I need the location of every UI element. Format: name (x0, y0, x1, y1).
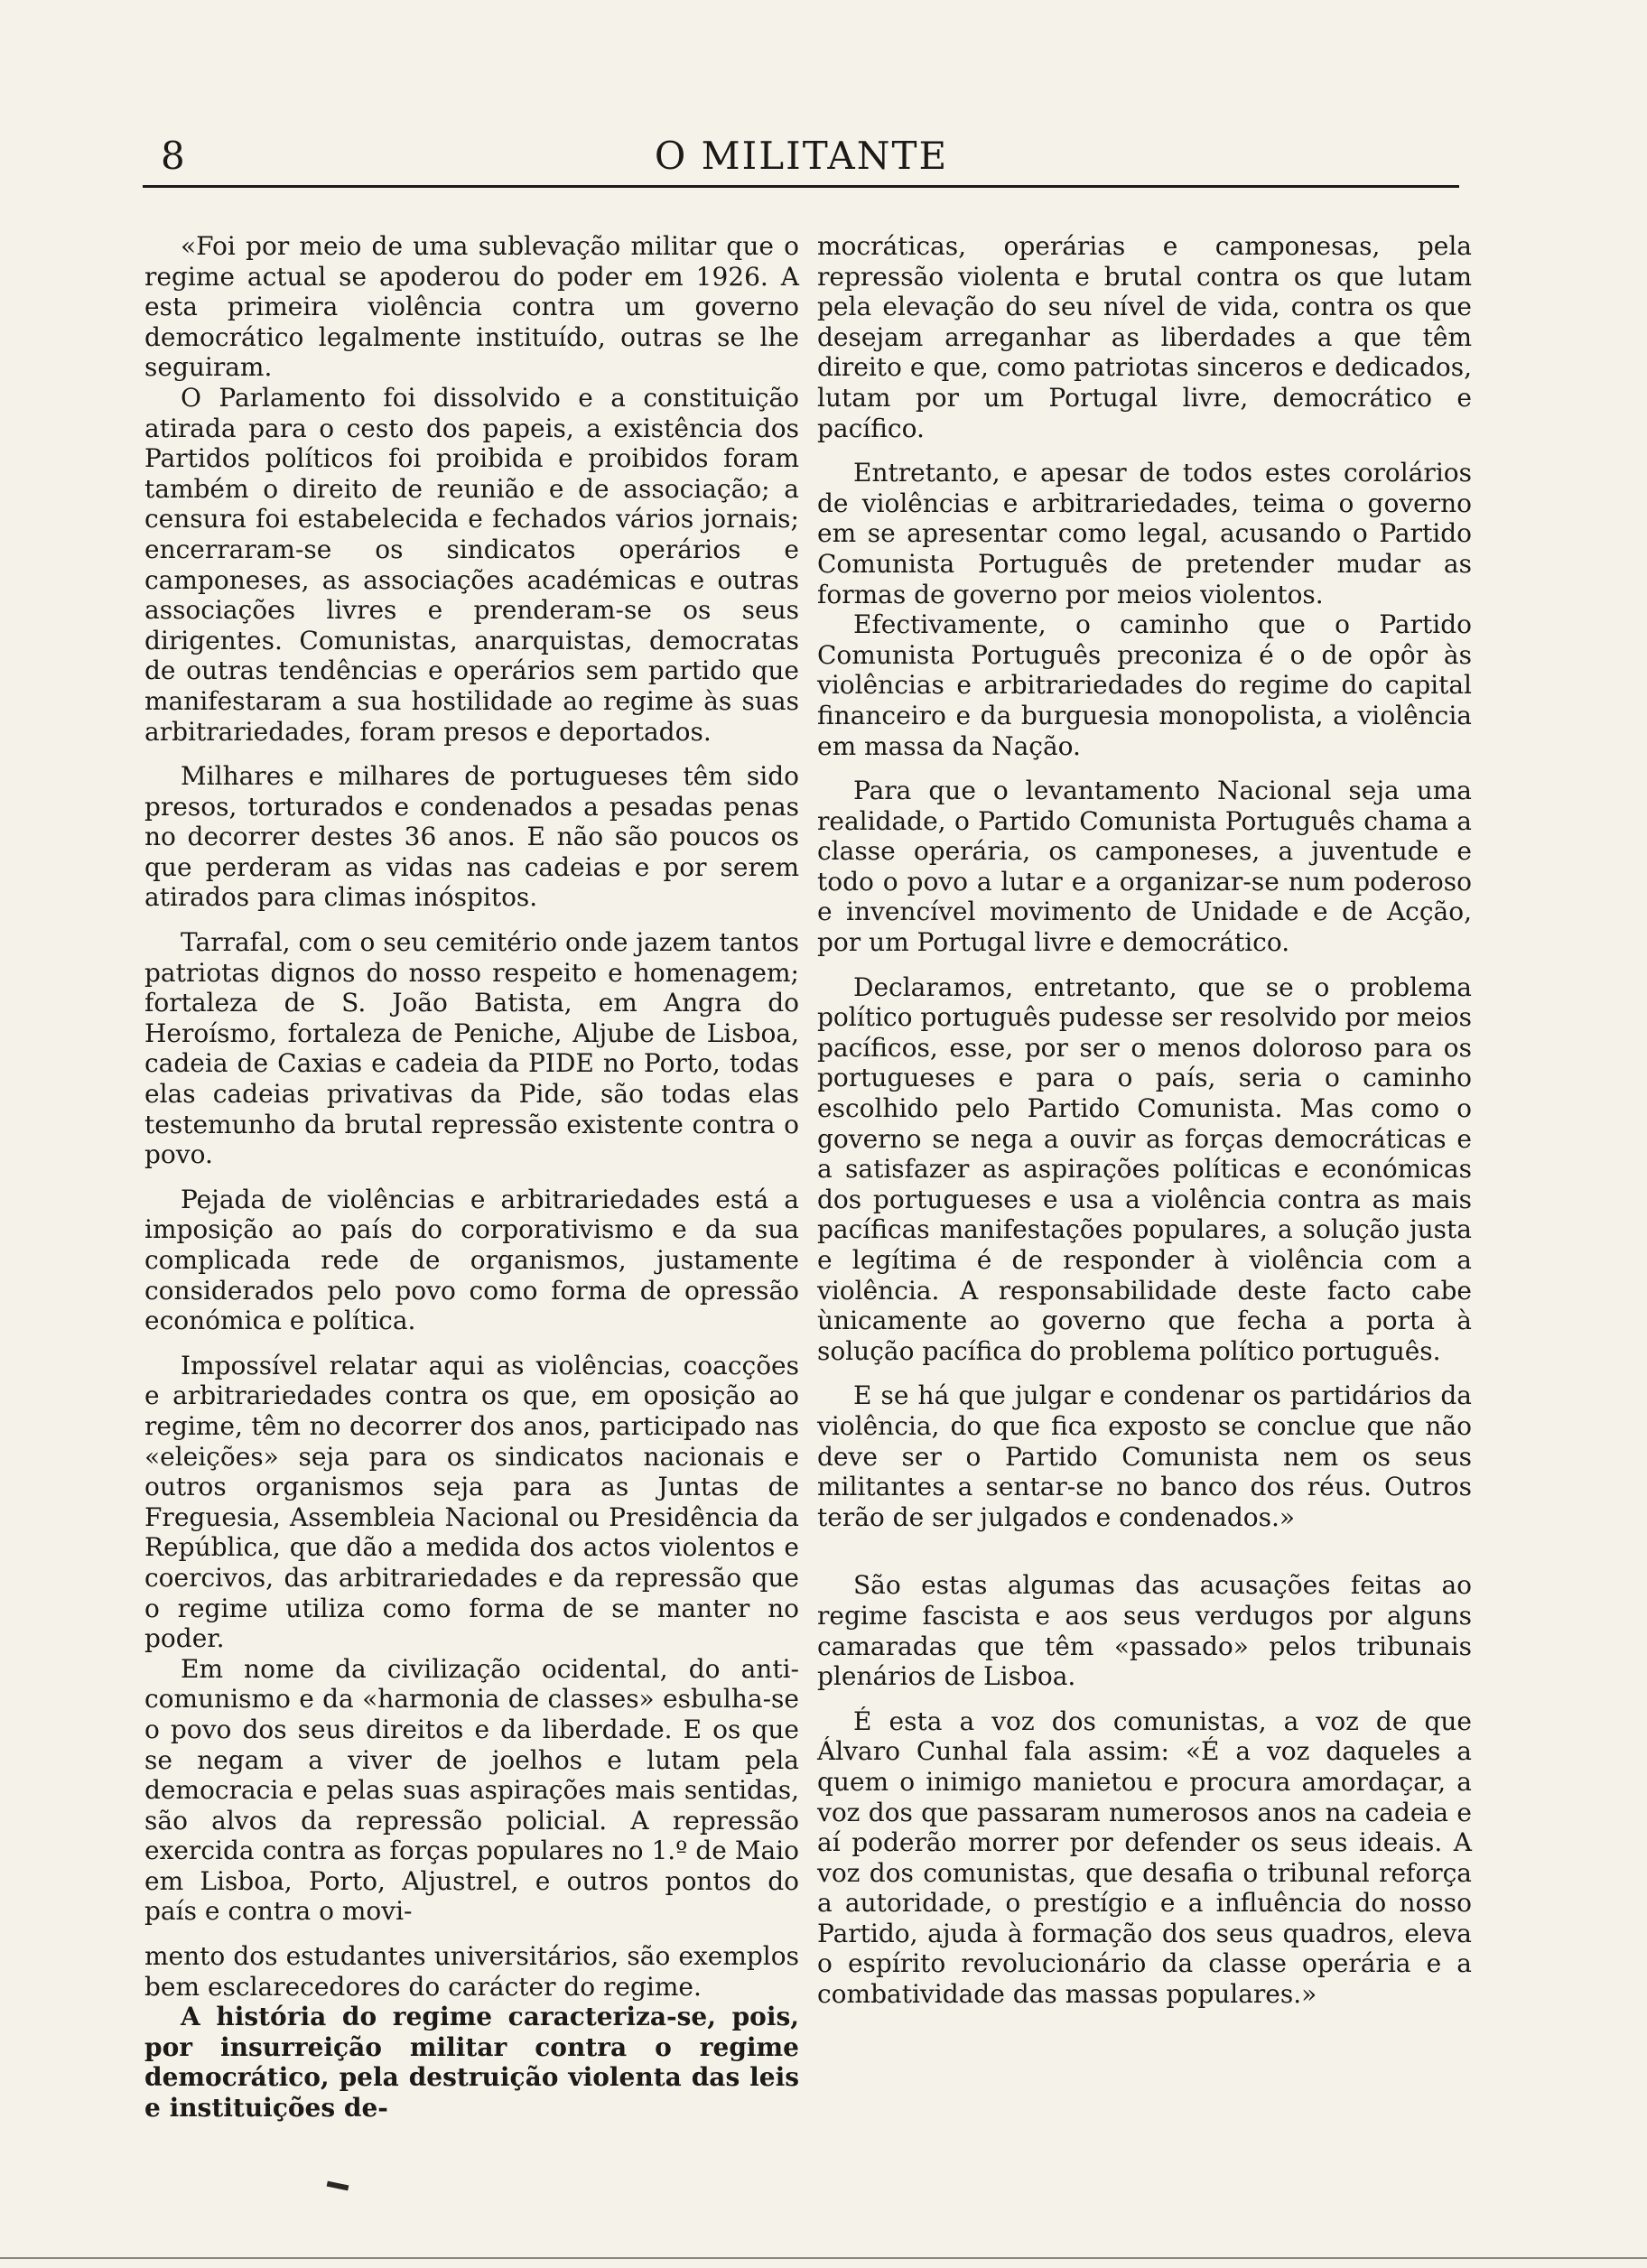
paragraph: Em nome da civilização ocidental, do anti-comunismo e da «harmonia de classes» esbulha-se o povo dos seus direitos e da liberdade. E os que se negam a viver de joelhos e lutam pela democracia e pelas suas aspirações mais sentidas, são alvos da repressão policial. A repressão exercida contra as forças populares no 1.º de Maio em Lisboa, Porto, Aljustrel, e outros pontos do país e contra o movi- (144, 1653, 799, 1927)
paragraph: Para que o levantamento Nacional seja uma realidade, o Partido Comunista Português chama a classe operária, os camponeses, a juventude e todo o povo a lutar e a organizar-se num poderoso e invencível movimento de Unidade e de Acção, por um Portugal livre e democrático. (817, 776, 1472, 958)
paragraph: mocráticas, operárias e camponesas, pela repressão violenta e brutal contra os que lutam pela elevação do seu nível de vida, contra os que desejam arreganhar as liberdades a que têm direito e que, como patriotas sinceros e dedicados, lutam por um Portugal livre, democrático e pacífico. (817, 231, 1472, 443)
page-bottom-edge (0, 2257, 1647, 2259)
paragraph: São estas algumas das acusações feitas ao regime fascista e aos seus verdugos por alguns camaradas que têm «passado» pelos tribunais plenários de Lisboa. (817, 1570, 1472, 1692)
paragraph: Declaramos, entretanto, que se o problema político português pudesse ser resolvido por meios pacíficos, esse, por ser o menos doloroso para os portugueses e para o país, seria o caminho escolhido pelo Partido Comunista. Mas como o governo se nega a ouvir as forças democráticas e a satisfazer as aspirações políticas e económicas dos portugueses e usa a violência contra as mais pacíficas manifestações populares, a solução justa e legítima é de responder à violência com a violência. A responsabilidade deste facto cabe ùnicamente ao governo que fecha a porta à solução pacífica do problema político português. (817, 971, 1472, 1366)
paragraph: O Parlamento foi dissolvido e a constituição atirada para o cesto dos papeis, a existência dos Partidos políticos foi proibida e proibidos foram também o direito de reunião e de associação; a censura foi estabelecida e fechados vários jornais; encerraram-se os sindicatos operários e camponeses, as associações académicas e outras associações livres e prenderam-se os seus dirigentes. Comunistas, anarquistas, democratas de outras tendências e operários sem partido que manifestaram a sua hostilidade ao regime às suas arbitrariedades, foram presos e deportados. (144, 382, 799, 747)
paragraph: mento dos estudantes universitários, são exemplos bem esclarecedores do carácter do regime. (144, 1941, 799, 2002)
paragraph: Milhares e milhares de portugueses têm sido presos, torturados e condenados a pesadas penas no decorrer destes 36 anos. E não são poucos os que perderam as vidas nas cadeias e por serem atirados para climas inóspitos. (144, 761, 799, 913)
page-number: 8 (161, 134, 185, 178)
left-column (144, 231, 799, 2124)
paragraph: É esta a voz dos comunistas, a voz de que Álvaro Cunhal fala assim: «É a voz daqueles a quem o inimigo manietou e procura amordaçar, a voz dos que passaram numerosos anos na cadeia e aí poderão morrer por defender os seus ideais. A voz dos comunistas, que desafia o tribunal reforça a autoridade, o prestígio e a influência do nosso Partido, ajuda à formação dos seus quadros, eleva o espírito revolucionário da classe operária e a combatividade das massas populares.» (817, 1706, 1472, 2010)
right-column (817, 231, 1472, 2010)
paragraph: «Foi por meio de uma sublevação militar que o regime actual se apoderou do poder em 1926. A esta primeira violência contra um governo democrático legalmente instituído, outras se lhe seguiram. (144, 231, 799, 383)
ink-mark (327, 2181, 349, 2191)
paragraph: Efectivamente, o caminho que o Partido Comunista Português preconiza é o de opôr às violências e arbitrariedades do regime do capital financeiro e da burguesia monopolista, a violência em massa da Nação. (817, 609, 1472, 761)
publication-title: O MILITANTE (654, 134, 949, 178)
paragraph: Tarrafal, com o seu cemitério onde jazem tantos patriotas dignos do nosso respeito e homenagem; fortaleza de S. João Batista, em Angra do Heroísmo, fortaleza de Peniche, Aljube de Lisboa, cadeia de Caxias e cadeia da PIDE no Porto, todas elas cadeias privativas da Pide, são todas elas testemunho da brutal repressão existente contra o povo. (144, 927, 799, 1170)
paragraph: Impossível relatar aqui as violências, coacções e arbitrariedades contra os que, em oposição ao regime, têm no decorrer dos anos, participado nas «eleições» seja para os sindicatos nacionais e outros organismos seja para as Juntas de Freguesia, Assembleia Nacional ou Presidência da República, que dão a medida dos actos violentos e coercivos, das arbitrariedades e da repressão que o regime utiliza como forma de se manter no poder. (144, 1350, 799, 1654)
page-header (144, 126, 1458, 181)
paragraph: E se há que julgar e condenar os partidários da violência, do que fica exposto se conclue que não deve ser o Partido Comunista nem os seus militantes a sentar-se no banco dos réus. Outros terão de ser julgados e condenados.» (817, 1380, 1472, 1532)
paragraph: Pejada de violências e arbitrariedades está a imposição ao país do corporativismo e da sua complicada rede de organismos, justamente considerados pelo povo como forma de opressão económica e política. (144, 1184, 799, 1336)
paragraph: Entretanto, e apesar de todos estes corolários de violências e arbitrariedades, teima o governo em se apresentar como legal, acusando o Partido Comunista Português de pretender mudar as formas de governo por meios violentos. (817, 458, 1472, 609)
paragraph: A história do regime caracteriza-se, pois, por insurreição militar contra o regime democrático, pela destruição violenta das leis e instituições de- (144, 2002, 799, 2124)
header-rule (143, 185, 1459, 188)
